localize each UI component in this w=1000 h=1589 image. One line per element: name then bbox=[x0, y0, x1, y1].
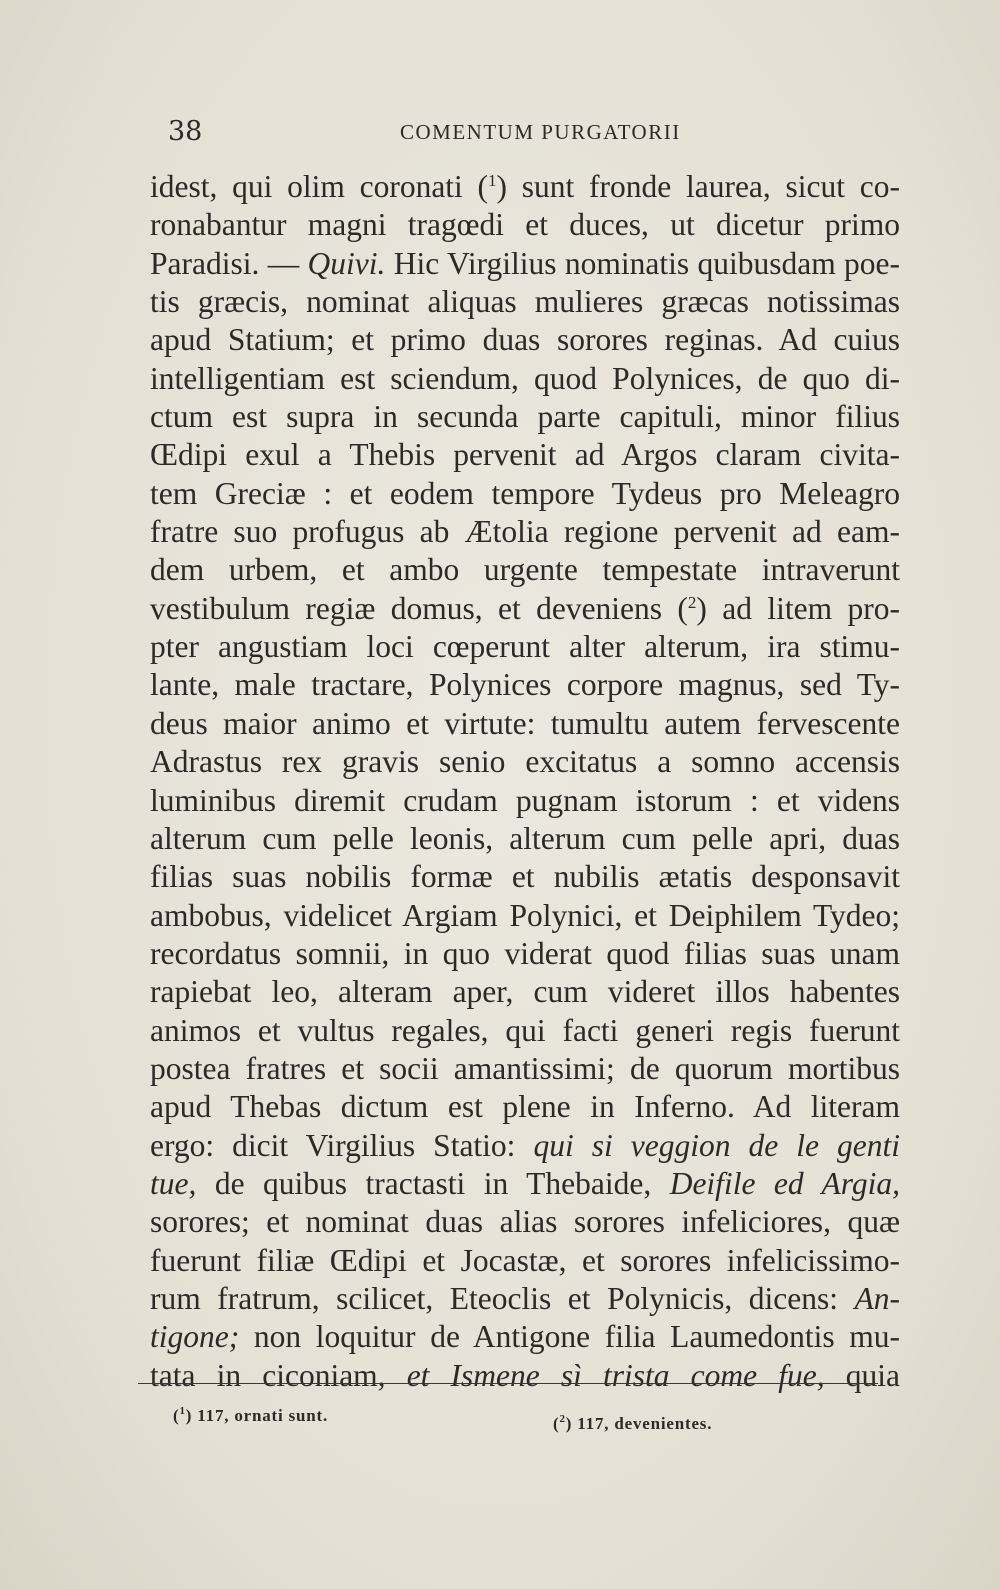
text-line: tue, de quibus tractasti in Thebaide, Deifile ed Argia, bbox=[150, 1165, 901, 1201]
running-title: COMENTUM PURGATORII bbox=[400, 120, 681, 144]
text-line: vestibulum regiæ domus, et deveniens ($^2$) ad litem pro- bbox=[150, 590, 900, 626]
text-line: apud Statium; et primo duas sorores reginas. Ad cuius bbox=[150, 322, 900, 358]
text-line: ambobus, videlicet Argiam Polynici, et Deiphilem Tydeo; bbox=[150, 897, 900, 933]
text-line: ronabantur magni tragœdi et duces, ut dicetur primo bbox=[150, 207, 900, 243]
text-line: apud Thebas dictum est plene in Inferno. Ad literam bbox=[150, 1089, 900, 1125]
text-line: Paradisi. — Quivi. Hic Virgilius nominatis quibusdam poe- bbox=[150, 245, 901, 281]
text-line: animos et vultus regales, qui facti generi regis fuerunt bbox=[150, 1012, 900, 1048]
text-line: dem urbem, et ambo urgente tempestate intraverunt bbox=[150, 552, 900, 588]
text-line: tis græcis, nominat aliquas mulieres græcas notissimas bbox=[150, 284, 900, 320]
text-line: rapiebat leo, alteram aper, cum videret illos habentes bbox=[150, 974, 900, 1010]
footnote-rule bbox=[138, 1383, 878, 1384]
text-line: idest, qui olim coronati ($^1$) sunt fronde laurea, sicut co- bbox=[150, 169, 900, 204]
text-line: postea fratres et socii amantissimi; de quorum mortibus bbox=[150, 1050, 900, 1086]
text-line: Adrastus rex gravis senio excitatus a somno accensis bbox=[150, 744, 900, 780]
page-header bbox=[168, 116, 908, 156]
text-line: tigone; non loquitur de Antigone filia Laumedontis mu- bbox=[150, 1319, 900, 1355]
page-number: 38 bbox=[168, 116, 203, 147]
text-line: luminibus diremit crudam pugnam istorum : et videns bbox=[150, 782, 900, 818]
text-line: filias suas nobilis formæ et nubilis ætatis desponsavit bbox=[150, 859, 900, 895]
text-line: Œdipi exul a Thebis pervenit ad Argos claram civita- bbox=[150, 437, 900, 473]
footnotes bbox=[173, 1406, 873, 1436]
text-line: tata in ciconiam, et Ismene sì trista come fue, quia bbox=[150, 1357, 901, 1393]
text-line: fratre suo profugus ab Ætolia regione pervenit ad eam- bbox=[150, 514, 900, 550]
text-line: ergo: dicit Virgilius Statio: qui si veggion de le genti bbox=[150, 1127, 900, 1163]
text-line: ctum est supra in secunda parte capituli, minor filius bbox=[150, 399, 900, 435]
text-line: deus maior animo et virtute: tumultu autem fervescente bbox=[150, 705, 900, 741]
text-line: tem Greciæ : et eodem tempore Tydeus pro Meleagro bbox=[150, 475, 900, 511]
text-line: fuerunt filiæ Œdipi et Jocastæ, et sorores infelicissimo- bbox=[150, 1242, 900, 1278]
text-line: alterum cum pelle leonis, alterum cum pelle apri, duas bbox=[150, 820, 900, 856]
text-line: lante, male tractare, Polynices corpore magnus, sed Ty- bbox=[150, 667, 900, 703]
footnote-2: ($^2$) 117, devenientes. bbox=[553, 1413, 713, 1433]
body-text bbox=[150, 168, 900, 1395]
footnote-1: ($^1$) 117, ornati sunt. bbox=[173, 1405, 329, 1425]
text-line: intelligentiam est sciendum, quod Polynices, de quo di- bbox=[150, 360, 900, 396]
text-line: pter angustiam loci cœperunt alter alterum, ira stimu- bbox=[150, 629, 900, 665]
text-line: recordatus somnii, in quo viderat quod filias suas unam bbox=[150, 935, 900, 971]
text-line: rum fratrum, scilicet, Eteoclis et Polynicis, dicens: An- bbox=[150, 1280, 900, 1316]
text-line: sorores; et nominat duas alias sorores infeliciores, quæ bbox=[150, 1204, 900, 1240]
